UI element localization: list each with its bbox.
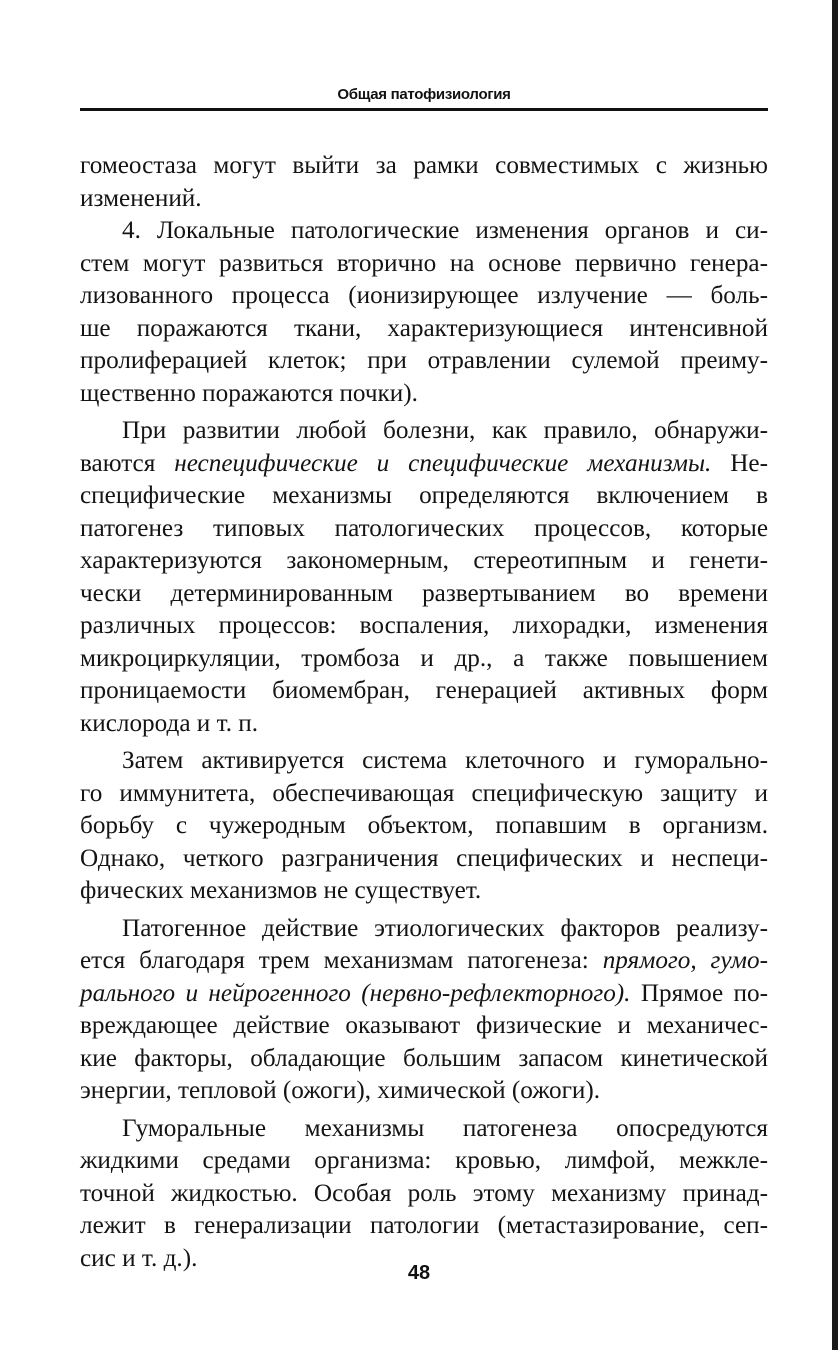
text-line: гомеостаза могут выйти за рамки совместимых с жизнью — [80, 152, 768, 179]
text-line: Гуморальные механизмы патогенеза опосредуются — [122, 1114, 768, 1142]
text-line: стем могут развиться вторично на основе первично генера- — [80, 249, 768, 277]
page-edge-shadow — [832, 0, 838, 1350]
text-line: специфические механизмы определяются включением в — [80, 482, 768, 509]
text-line: лежит в генерализации патологии (метастазирование, сеп- — [80, 1212, 768, 1239]
text-run: ваются — [80, 449, 175, 477]
text-line: го иммунитета, обеспечивающая специфическую защиту и — [80, 779, 768, 807]
text-line: борьбу с чужеродным объектом, попавшим в организм. — [80, 812, 768, 839]
header-rule — [80, 108, 768, 111]
text-line: изменений. — [80, 184, 202, 212]
running-head-title: Общая патофизиология — [337, 86, 511, 103]
text-line: сис и т. д.). — [80, 1244, 198, 1272]
text-line: 4. Локальные патологические изменения органов и си- — [122, 217, 768, 244]
page-number: 48 — [407, 1262, 431, 1284]
text-line: энергии, тепловой (ожоги), химической (ожоги). — [80, 1077, 601, 1104]
text-line: характеризуются закономерным, стереотипным и генети- — [80, 547, 768, 574]
text-line-mixed — [80, 978, 768, 1011]
text-line: ше поражаются ткани, характеризующиеся интенсивной — [80, 314, 768, 342]
emphasis-text: неспецифические и специфические механизмы. — [174, 449, 712, 477]
text-line: патогенез типовых патологических процессов, которые — [80, 514, 768, 542]
text-line: Затем активируется система клеточного и гуморально- — [122, 747, 768, 774]
body-text — [80, 150, 768, 1275]
text-run: Не- — [711, 449, 768, 477]
emphasis-text: рального и нейрогенного (нервно-рефлекторного). — [80, 979, 631, 1007]
text-line: При развитии любой болезни, как правило, обнаружи- — [122, 417, 768, 444]
text-line: кие факторы, обладающие большим запасом кинетической — [80, 1044, 768, 1072]
text-run: Прямое по- — [630, 979, 768, 1007]
text-line: различных процессов: воспаления, лихорадки, изменения — [80, 612, 768, 639]
text-line: точной жидкостью. Особая роль этому механизму принад- — [80, 1179, 768, 1207]
text-line: вреждающее действие оказывают физические и механичес- — [80, 1012, 768, 1039]
text-line: микроциркуляции, тромбоза и др., а также повышением — [80, 644, 768, 672]
text-line: фических механизмов не существует. — [80, 877, 482, 904]
text-line-mixed — [80, 448, 768, 481]
text-line-mixed — [80, 945, 768, 978]
text-line: проницаемости биомембран, генерацией активных форм — [80, 677, 768, 704]
text-line: щественно поражаются почки). — [80, 379, 418, 407]
text-line: кислорода и т. п. — [80, 709, 259, 737]
text-line: Патогенное действие этиологических факторов реализу- — [122, 914, 768, 942]
text-line: лизованного процесса (ионизирующее излучение — боль- — [80, 282, 768, 309]
text-run: ется благодаря трем механизмам патогенеза: — [80, 947, 603, 974]
text-line: жидкими средами организма: кровью, лимфой, межкле- — [80, 1147, 768, 1174]
text-line: Однако, четкого разграничения специфических и неспеци- — [80, 844, 768, 872]
emphasis-text: прямого, гумо- — [602, 947, 768, 974]
text-line: чески детерминированным развертыванием во времени — [80, 579, 768, 607]
text-line: пролиферацией клеток; при отравлении сулемой преиму- — [80, 347, 768, 374]
